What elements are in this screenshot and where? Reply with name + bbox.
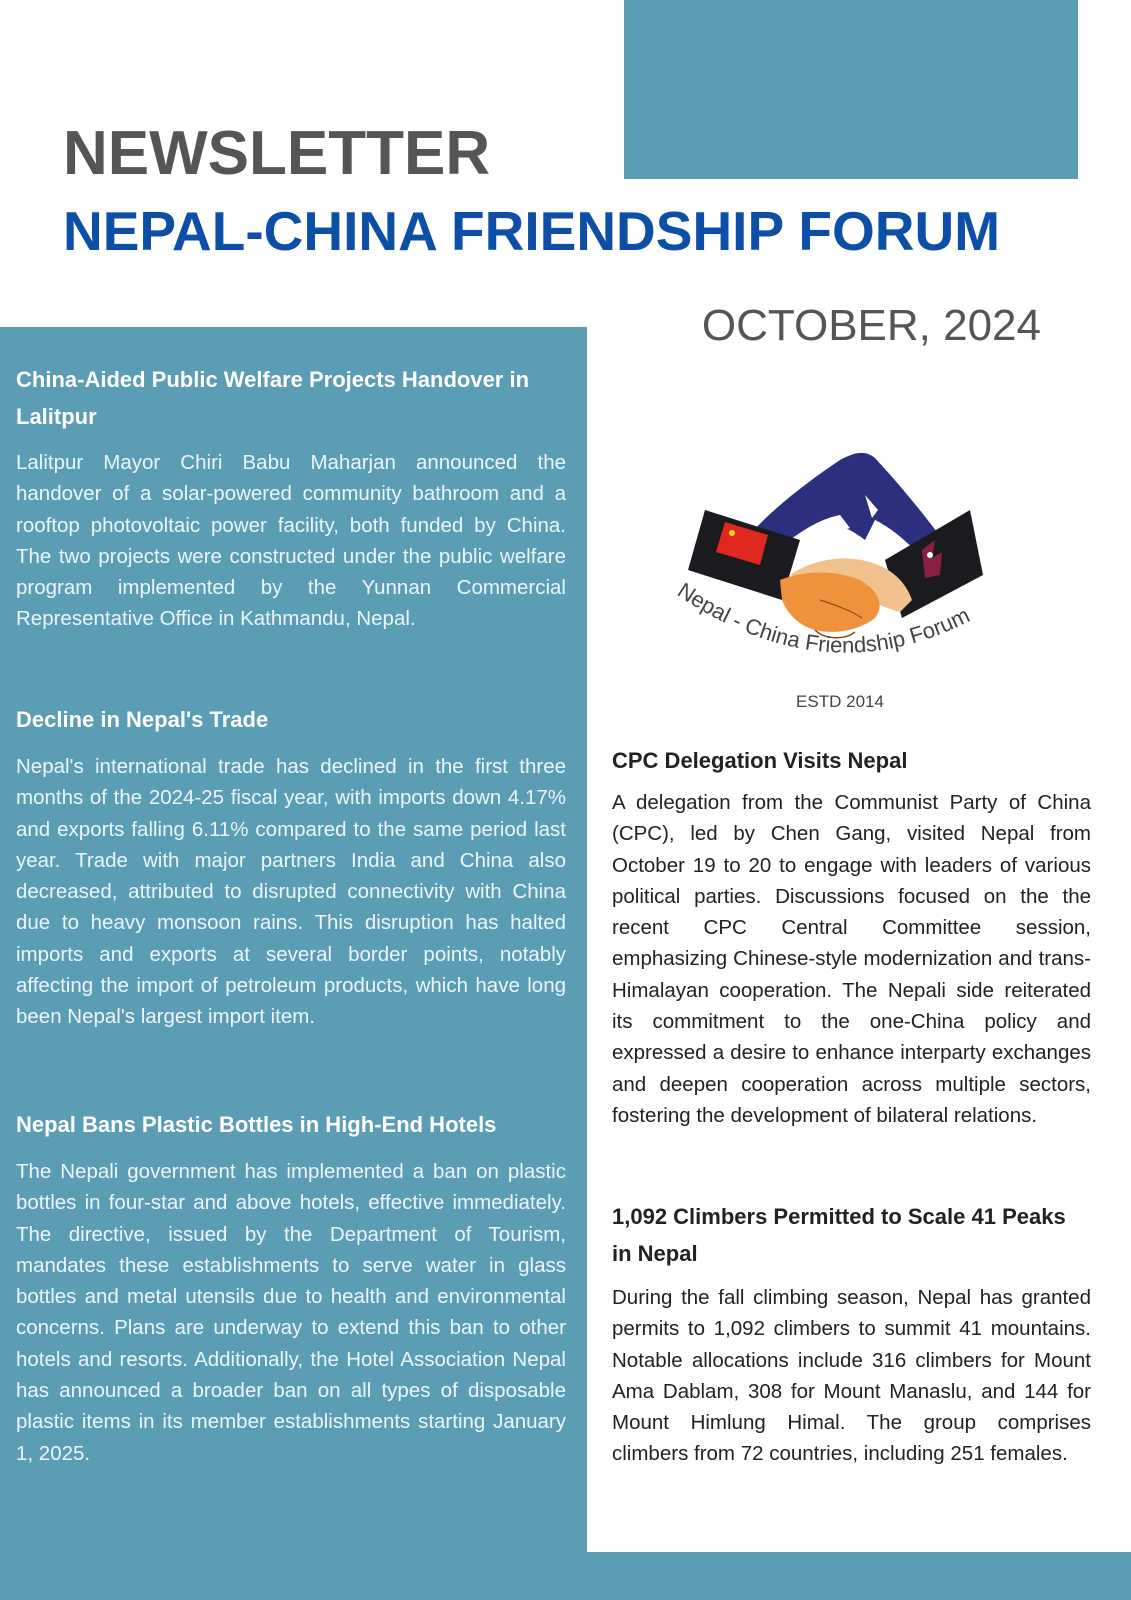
footer-accent-band (587, 1552, 1131, 1600)
header-accent-block (624, 0, 1078, 179)
article-body: Lalitpur Mayor Chiri Babu Maharjan announced the handover of a solar-powered community bathroom and a rooftop photovoltaic power facility, both funded by China. The two projects were constructed under the public welfare program implemented by the Yunnan Commercial Representative Office in Kathmandu, Nepal. (16, 451, 566, 631)
article-nepal-trade (16, 701, 566, 1033)
article-lalitpur-handover (16, 361, 566, 635)
article-body: During the fall climbing season, Nepal has granted permits to 1,092 climbers to summit 41 mountains. Notable allocations include 316 climbers for Mount Ama Dablam, 308 for Mount Manaslu, and 144 for Mount Himlung Himal. The group comprises climbers from 72 countries, including 251 females. (612, 1286, 1091, 1466)
article-body: Nepal's international trade has declined in the first three months of the 2024-25 fiscal year, with imports down 4.17% and exports falling 6.11% compared to the same period last year. Trade with major partners India and China also decreased, attributed to disrupted connectivity with China due to heavy monsoon rains. This disruption has halted imports and exports at several border points, notably affecting the import of petroleum products, which have long been Nepal's largest import item. (16, 755, 566, 1029)
article-title: Decline in Nepal's Trade (16, 707, 269, 732)
article-title: Nepal Bans Plastic Bottles in High-End Hotels (16, 1112, 497, 1137)
newsletter-label: NEWSLETTER (63, 119, 491, 188)
logo-arc-text: Nepal - China Friendship Forum (673, 577, 974, 658)
article-title: China-Aided Public Welfare Projects Handover in Lalitpur (16, 367, 530, 429)
article-title: CPC Delegation Visits Nepal (612, 748, 908, 773)
left-column-panel (0, 327, 587, 1600)
article-title: 1,092 Climbers Permitted to Scale 41 Peaks in Nepal (612, 1204, 1066, 1266)
article-body: A delegation from the Communist Party of China (CPC), led by Chen Gang, visited Nepal from October 19 to 20 to engage with leaders of various political parties. Discussions focused on the the recent CPC Central Committee session, emphasizing Chinese-style modernization and trans-Himalayan cooperation. The Nepali side reiterated its commitment to the one-China policy and expressed a desire to enhance interparty exchanges and deepen cooperation across multiple sectors, fostering the development of bilateral relations. (612, 791, 1091, 1127)
issue-date: OCTOBER, 2024 (701, 301, 1041, 350)
forum-logo (650, 440, 1030, 720)
organization-title: NEPAL-CHINA FRIENDSHIP FORUM (63, 200, 1001, 262)
article-cpc-delegation (612, 742, 1091, 1131)
article-plastic-ban (16, 1106, 566, 1469)
logo-established-year: ESTD 2014 (796, 692, 884, 711)
article-climbers-permitted (612, 1198, 1091, 1470)
article-body: The Nepali government has implemented a ban on plastic bottles in four-star and above hotels, effective immediately. The directive, issued by the Department of Tourism, mandates these establishments to serve water in glass bottles and metal utensils due to health and environmental concerns. Plans are underway to extend this ban to other hotels and resorts. Additionally, the Hotel Association Nepal has announced a broader ban on all types of disposable plastic items in its member establishments starting January 1, 2025. (16, 1160, 566, 1465)
